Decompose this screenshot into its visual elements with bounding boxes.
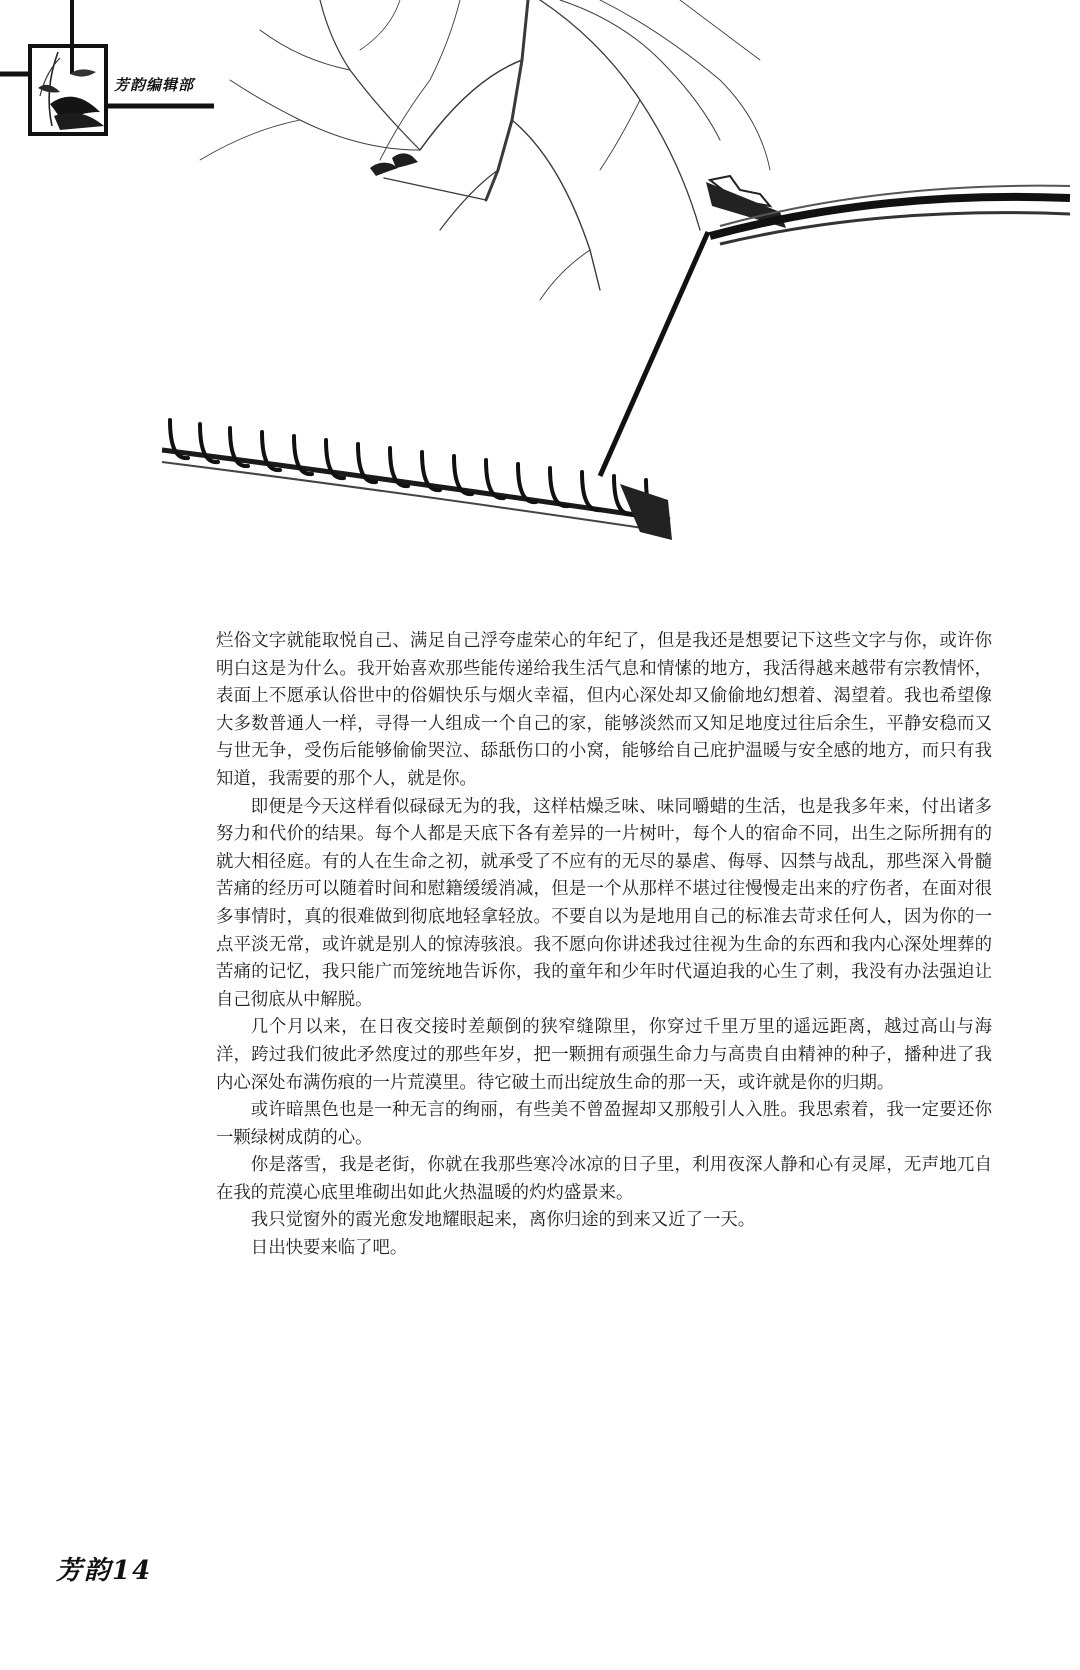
paragraph: 即便是今天这样看似碌碌无为的我，这样枯燥乏味、味同嚼蜡的生活，也是我多年来，付出诸多努力和代价的结果。每个人都是天底下各有差异的一片树叶，每个人的宿命不同，出生之际所拥有的就大相径庭。有的人在生命之初，就承受了不应有的无尽的暴虐、侮辱、囚禁与战乱，那些深入骨髓苦痛的经历可以随着时间和慰籍缓缓消减，但是一个从那样不堪过往慢慢走出来的疗伤者，在面对很多事情时，真的很难做到彻底地轻拿轻放。不要自以为是地用自己的标准去苛求任何人，因为你的一点平淡无常，或许就是别人的惊涛骇浪。我不愿向你讲述我过往视为生命的东西和我内心深处埋葬的苦痛的记忆，我只能广而笼统地告诉你，我的童年和少年时代逼迫我的心生了刺，我没有办法强迫让自己彻底从中解脱。 [216,796,992,1010]
paragraph: 烂俗文字就能取悦自己、满足自己浮夸虚荣心的年纪了，但是我还是想要记下这些文字与你，或许你明白这是为什么。我开始喜欢那些能传递给我生活气息和情愫的地方，我活得越来越带有宗教情怀，表面上不愿承认俗世中的俗媚快乐与烟火幸福，但内心深处却又偷偷地幻想着、渴望着。我也希望像大多数普通人一样，寻得一人组成一个自己的家，能够淡然而又知足地度过往后余生，平静安稳而又与世无争，受伤后能够偷偷哭泣、舔舐伤口的小窝，能够给自己庇护温暖与安全感的地方，而只有我知道，我需要的那个人，就是你。 [216,631,992,789]
ink-illustration [0,0,1080,560]
page-number-label: 芳韵14 [56,1556,153,1586]
paragraph: 几个月以来，在日夜交接时差颠倒的狭窄缝隙里，你穿过千里万里的遥远距离，越过高山与海洋，跨过我们彼此矛然度过的那些年岁，把一颗拥有顽强生命力与高贵自由精神的种子，播种进了我内心深处布满伤痕的一片荒漠里。待它破土而出绽放生命的那一天，或许就是你的归期。 [216,1017,992,1093]
roof-eave [162,176,1070,540]
paragraph: 日出快要来临了吧。 [250,1238,408,1259]
two-birds-icon [370,153,418,176]
paragraph: 我只觉窗外的霞光愈发地耀眼起来，离你归途的到来又近了一天。 [250,1210,756,1231]
article-body [216,628,992,1263]
paragraph: 你是落雪，我是老街，你就在我那些寒冷冰凉的日子里，利用夜深人静和心有灵犀，无声地兀自在我的荒漠心底里堆砌出如此火热温暖的灼灼盛景来。 [216,1155,992,1203]
magazine-title: 芳韵编辑部 [114,76,195,94]
paragraph: 或许暗黑色也是一种无言的绚丽，有些美不曾盈握却又那般引人入胜。我思索着，我一定要还你一颗绿树成荫的心。 [216,1100,992,1148]
tree-branches [200,0,770,300]
